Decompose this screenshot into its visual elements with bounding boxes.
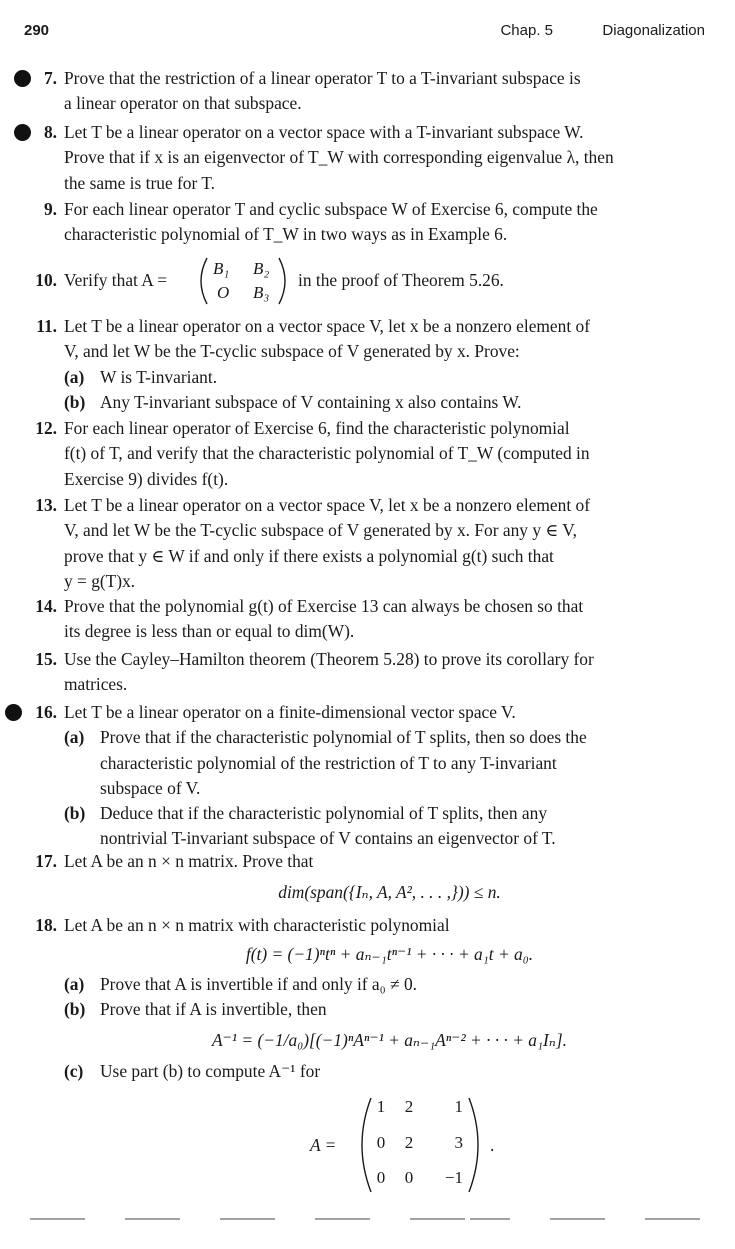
exercise-number: 16. [35,702,57,722]
exercise-15 [0,647,715,698]
exercise-number: 15. [35,649,57,669]
exercise-number: 11. [36,316,57,336]
exercise-text-line: a linear operator on that subspace. [64,93,302,114]
exercise-text-line: Let T be a linear operator on a finite-dimensional vector space V. [64,702,516,722]
matrix-entry: B₃ [253,283,270,302]
exercise-number: 10. [35,270,57,290]
exercise-10 [0,256,715,306]
page-header [24,22,705,44]
matrix-entry: 0 [376,1133,386,1152]
exercise-text-line: For each linear operator T and cyclic subspace W of Exercise 6, compute the [64,199,598,219]
exercise-9 [0,197,715,248]
part-label: (a) [64,366,85,387]
matrix-entry: 2 [404,1097,414,1116]
block-matrix [195,256,291,306]
exercise-text-line: V, and let W be the T-cyclic subspace of V generated by x. Prove: [64,341,520,362]
matrix-entry: B₂ [253,259,270,278]
exercise-text-line: matrices. [64,674,128,695]
exercise-number: 14. [35,596,57,616]
exercise-text-line: prove that y ∈ W if and only if there exists a polynomial g(t) such that [64,545,554,566]
matrix-lhs: A = [310,1135,337,1155]
exercise-number: 7. [43,68,57,88]
exercise-part [64,725,715,801]
exercise-text-line: Let T be a linear operator on a vector space with a T-invariant subspace W. [64,122,584,142]
exercise-number: 9. [43,199,57,219]
exercise-number: 12. [35,418,57,438]
part-text: Any T-invariant subspace of V containing x also contains W. [100,391,522,412]
exercise-part [64,997,715,1022]
exercise-text-line: f(t) of T, and verify that the characteristic polynomial of T_W (computed in [64,443,590,464]
matrix-entry: 1 [454,1097,463,1116]
exercise-text-line: Use the Cayley–Hamilton theorem (Theorem 5.28) to prove its corollary for [64,649,594,669]
exercise-number: 8. [43,122,57,142]
exercise-text-line: the same is true for T. [64,172,215,193]
exercise-text-line: its degree is less than or equal to dim(W). [64,621,355,642]
exercise-13 [0,493,715,594]
matrix-period: . [490,1135,495,1155]
display-equation: dim(span({Iₙ, A, A², . . . ,})) ≤ n. [278,882,501,903]
matrix-entry: 2 [404,1133,414,1152]
part-text-line: subspace of V. [100,777,201,798]
page-footer-rules [30,1216,700,1222]
chapter-label: Chap. 5 [500,22,553,39]
exercise-14 [0,594,715,645]
exercise-7 [0,66,715,117]
exercise-number: 13. [35,495,57,515]
section-title: Diagonalization [602,22,705,39]
matrix-3x3 [355,1095,485,1195]
part-text: Prove that A is invertible if and only if a₀ ≠ 0. [100,973,417,994]
display-equation: f(t) = (−1)ⁿtⁿ + aₙ₋₁tⁿ⁻¹ + · · · + a₁t + a₀. [245,944,534,965]
part-label: (a) [64,727,85,748]
exercise-text-line: Let A be an n × n matrix with characteristic polynomial [64,915,450,935]
display-equation: A⁻¹ = (−1/a₀)[(−1)ⁿAⁿ⁻¹ + aₙ₋₁Aⁿ⁻² + · · · + a₁Iₙ]. [212,1030,567,1051]
exercise-text-line: For each linear operator of Exercise 6, find the characteristic polynomial [64,418,570,438]
exercise-part [64,801,715,852]
part-text-line: characteristic polynomial of the restriction of T to any T-invariant [100,752,557,773]
part-text: W is T-invariant. [100,366,218,387]
exercise-part [64,390,715,415]
part-label: (a) [64,973,85,994]
exercise-16 [0,700,715,852]
exercise-text: Verify that A = [64,270,168,290]
matrix-entry: O [217,283,230,302]
exercise-text-line: Prove that the polynomial g(t) of Exercise 13 can always be chosen so that [64,596,584,616]
part-label: (b) [64,391,86,412]
exercise-text-line: Exercise 9) divides f(t). [64,468,229,489]
exercise-part [64,972,715,997]
exercise-text-line: Let T be a linear operator on a vector space V, let x be a nonzero element of [64,316,591,336]
exercise-11 [0,314,715,415]
exercise-12 [0,416,715,492]
part-text-line: Prove that if the characteristic polynomial of T splits, then so does the [100,727,587,748]
exercise-18 [0,913,715,1085]
matrix-parentheses [195,256,291,306]
matrix-entry: 1 [376,1097,386,1116]
exercise-text-line: V, and let W be the T-cyclic subspace of V generated by x. For any y ∈ V, [64,520,577,541]
part-text-line: nontrivial T-invariant subspace of V contains an eigenvector of T. [100,828,556,849]
matrix-entry: −1 [444,1168,463,1187]
page-number: 290 [24,22,50,39]
exercise-text-line: Prove that if x is an eigenvector of T_W with corresponding eigenvalue λ, then [64,147,614,168]
exercise-text-line: characteristic polynomial of T_W in two ways as in Example 6. [64,224,508,245]
matrix-entry: B₁ [213,259,230,278]
exercise-number: 18. [35,915,57,935]
exercise-8 [0,120,715,196]
part-label: (b) [64,803,86,824]
exercise-text-line: Let T be a linear operator on a vector space V, let x be a nonzero element of [64,495,591,515]
exercise-part [64,365,715,390]
exercise-text-line: Prove that the restriction of a linear operator T to a T-invariant subspace is [64,68,581,88]
exercise-part [64,1059,715,1084]
exercise-17 [0,849,715,906]
exercise-text-line: Let A be an n × n matrix. Prove that [64,851,314,871]
exercise-text-line: y = g(T)x. [64,570,136,591]
part-label: (b) [64,998,86,1019]
part-label: (c) [64,1061,84,1082]
part-text: Prove that if A is invertible, then [100,998,327,1019]
matrix-entry: 0 [404,1168,414,1187]
matrix-entry: 3 [454,1133,463,1152]
matrix-entry: 0 [376,1168,386,1187]
part-text: Use part (b) to compute A⁻¹ for [100,1061,321,1082]
exercise-number: 17. [35,851,57,871]
part-text-line: Deduce that if the characteristic polynomial of T splits, then any [100,803,548,824]
exercise-text: in the proof of Theorem 5.26. [298,270,504,290]
